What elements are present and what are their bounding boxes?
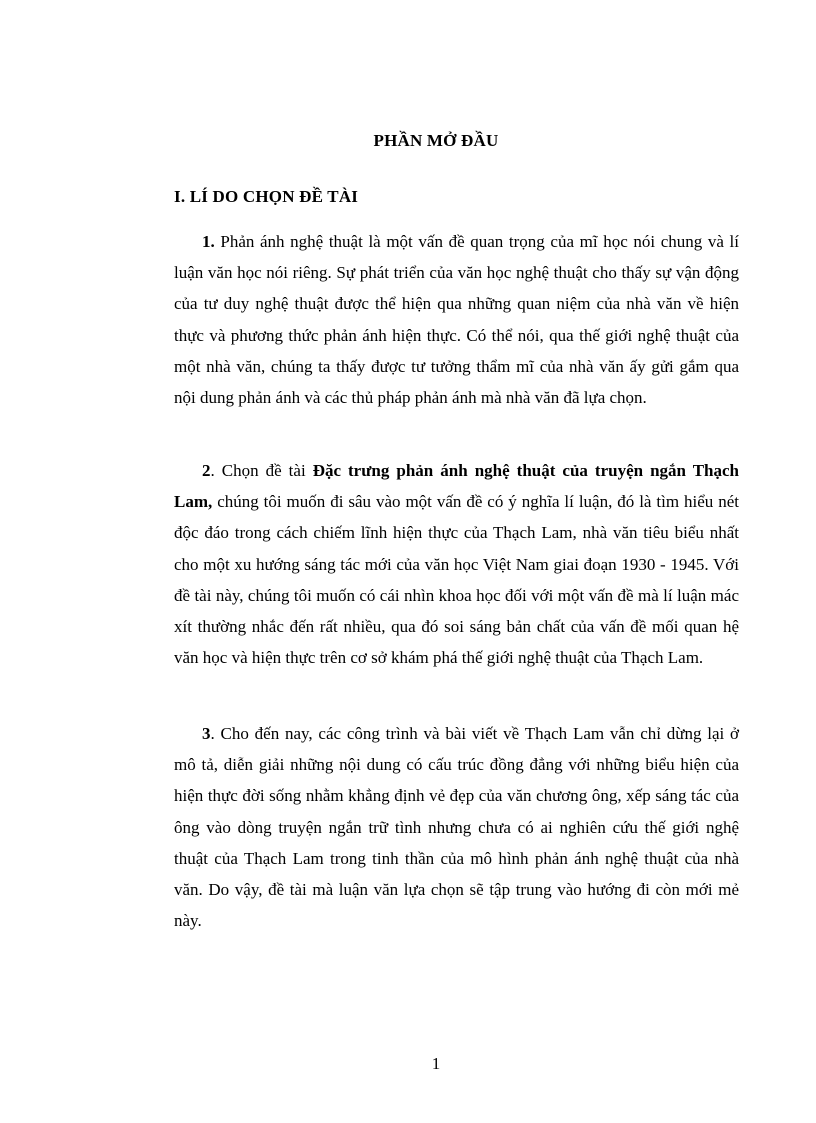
paragraph-2-intro: . Chọn đề tài — [210, 461, 313, 480]
paragraph-3 — [174, 718, 739, 936]
paragraph-2 — [174, 455, 739, 673]
paragraph-2-bold-title: Đặc trưng phản ánh nghệ thuật của truyện ngắn Thạch Lam, — [174, 461, 739, 512]
paragraph-2-number: 2 — [202, 461, 211, 480]
page-title: PHẦN MỞ ĐẦU — [373, 131, 499, 150]
page-number: 1 — [431, 1054, 441, 1073]
section-heading: I. LÍ DO CHỌN ĐỀ TÀI — [174, 187, 359, 206]
paragraph-1-text: Phản ánh nghệ thuật là một vấn đề quan trọng của mĩ học nói chung và lí luận văn học nói riêng. Sự phát triển của văn học nghệ thuật cho thấy sự vận động của tư duy nghệ thuật được thể hiện qua những quan niệm của nhà văn về hiện thực và phương thức phản ánh hiện thực. Có thể nói, qua thế giới nghệ thuật của một nhà văn, chúng ta thấy được tư tưởng thẩm mĩ của nhà văn ấy gửi gắm qua nội dung phản ánh và các thủ pháp phản ánh mà nhà văn đã lựa chọn. — [174, 232, 739, 408]
paragraph-3-number: 3 — [202, 724, 211, 743]
paragraph-3-text: . Cho đến nay, các công trình và bài viết về Thạch Lam vẫn chỉ dừng lại ở mô tả, diễn giải những nội dung có cấu trúc đồng đẳng với những biểu hiện của hiện thực đời sống nhằm khẳng định vẻ đẹp của văn chương ông, xếp sáng tác của ông vào dòng truyện ngắn trữ tình nhưng chưa có ai nghiên cứu thế giới nghệ thuật của Thạch Lam trong tinh thần của mô hình phản ánh nghệ thuật của nhà văn. Do vậy, đề tài mà luận văn lựa chọn sẽ tập trung vào hướng đi còn mới mẻ này. — [174, 724, 739, 931]
paragraph-1-number: 1. — [202, 232, 215, 251]
paragraph-1 — [174, 226, 739, 413]
paragraph-2-text: chúng tôi muốn đi sâu vào một vấn đề có ý nghĩa lí luận, đó là tìm hiểu nét độc đáo trong cách chiếm lĩnh hiện thực của Thạch Lam, nhà văn tiêu biểu nhất cho một xu hướng sáng tác mới của văn học Việt Nam giai đoạn 1930 - 1945. Với đề tài này, chúng tôi muốn có cái nhìn khoa học đối với một vấn đề mà lí luận mác xít thường nhắc đến rất nhiều, qua đó soi sáng bản chất của vấn đề mối quan hệ văn học và hiện thực trên cơ sở khám phá thế giới nghệ thuật của Thạch Lam. — [174, 492, 739, 668]
